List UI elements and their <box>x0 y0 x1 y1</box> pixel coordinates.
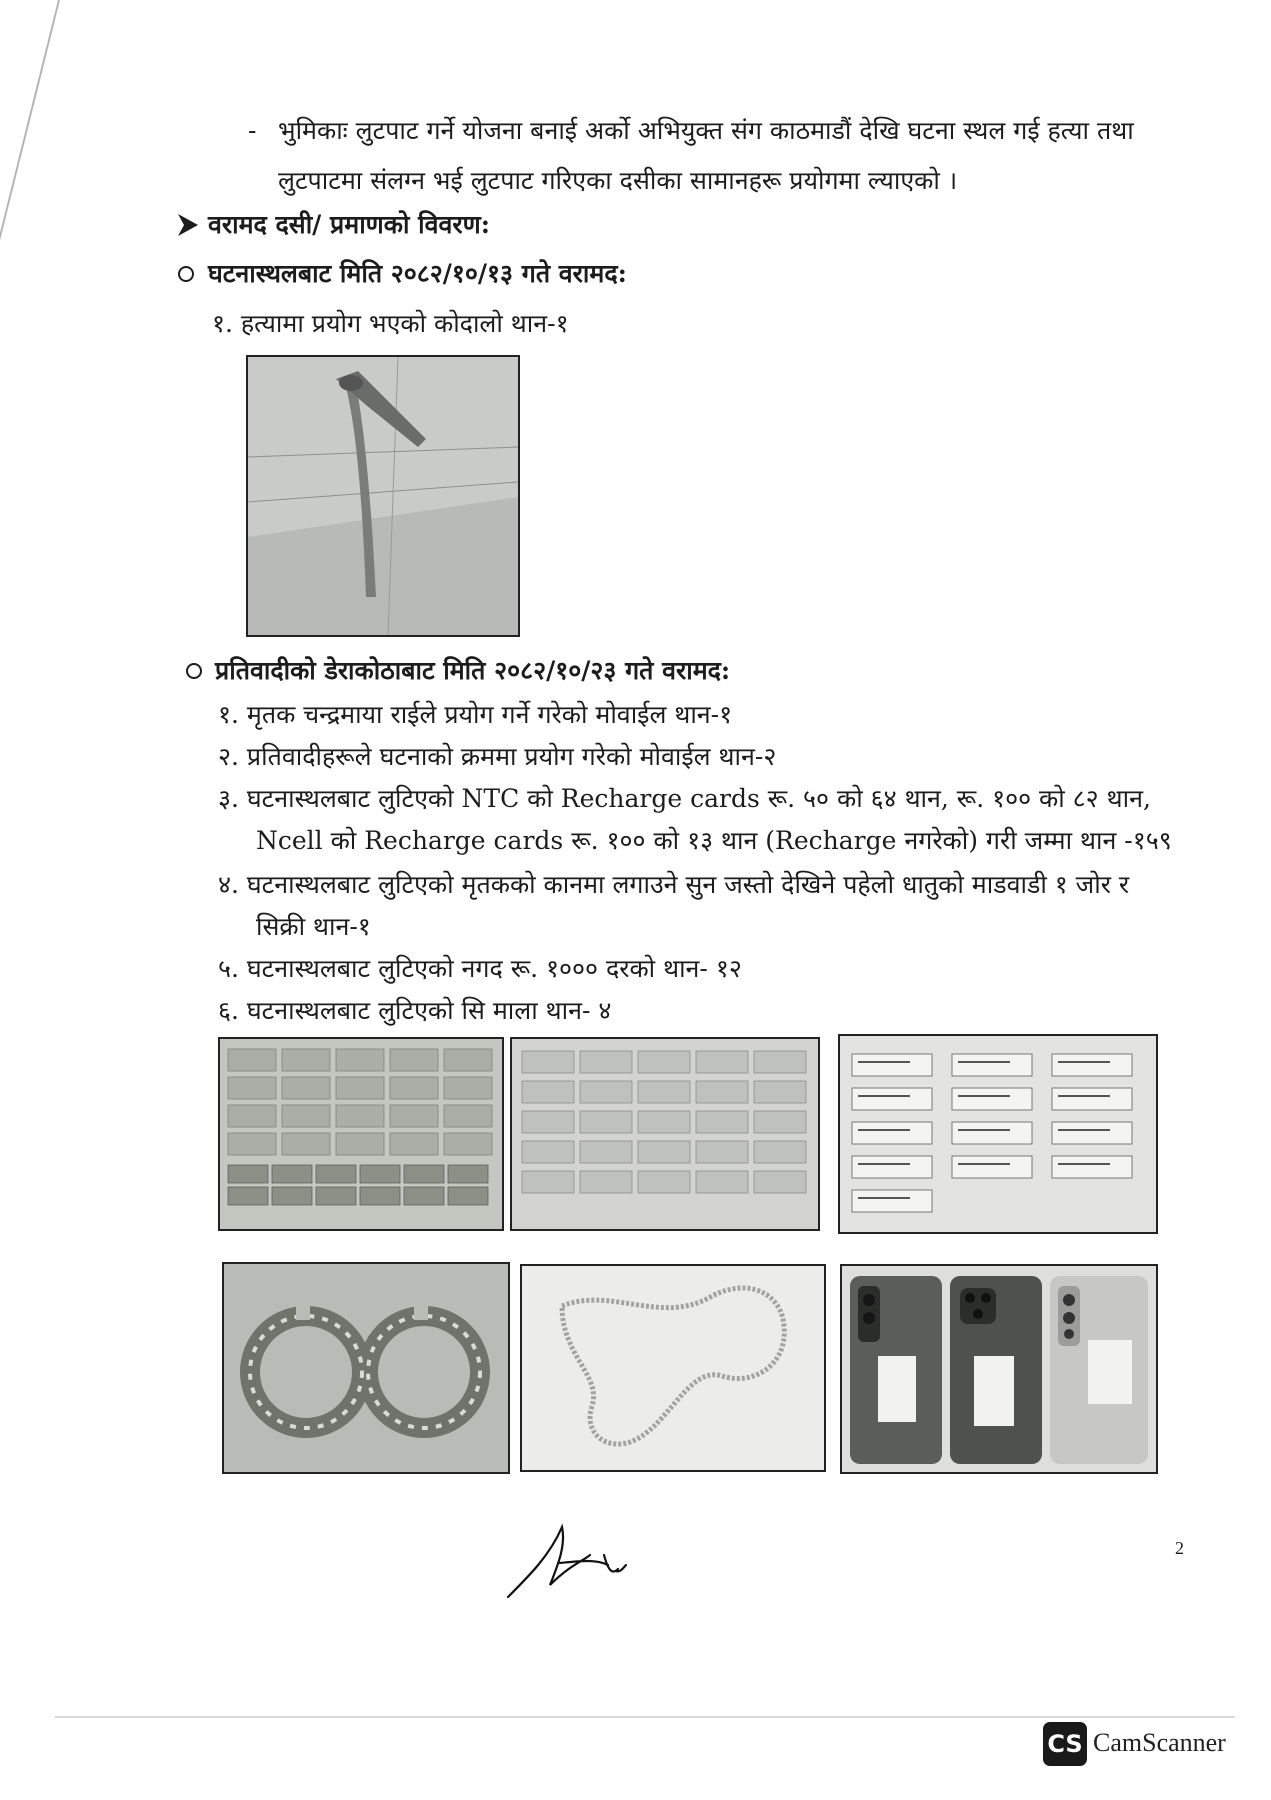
section1-item-1: १. हत्यामा प्रयोग भएको कोदालो थान-१ <box>212 309 569 338</box>
section2-item-1: १. मृतक चन्द्रमाया राईले प्रयोग गर्ने गरेको मोवाईल थान-१ <box>218 700 733 729</box>
section2-item-6: ६. घटनास्थलबाट लुटिएको सि माला थान- ४ <box>218 996 612 1025</box>
camscanner-logo-icon: CS <box>1043 1722 1087 1766</box>
chain-necklace-photo <box>520 1264 826 1472</box>
circle-bullet-icon <box>184 661 204 681</box>
section2-item-4: ४. घटनास्थलबाट लुटिएको मृतकको कानमा लगाउने सुन जस्तो देखिने पहेलो धातुको माडवाडी १ जोर र <box>218 870 1130 899</box>
section2-item-3: ३. घटनास्थलबाट लुटिएको NTC को Recharge cards रू. ५० को ६४ थान, रू. १०० को ८२ थान, <box>218 784 1151 813</box>
mobile-phones-photo <box>840 1264 1158 1474</box>
page-number: 2 <box>1175 1538 1184 1558</box>
role-dash: - <box>248 116 257 145</box>
section2-item-3-cont: Ncell को Recharge cards रू. १०० को १३ थान (Recharge नगरेको) गरी जम्मा थान -१५९ <box>256 826 1172 855</box>
section1-title: घटनास्थलबाट मिति २०८२/१०/१३ गते वरामद: <box>208 259 627 288</box>
recharge-cards-photo-1 <box>218 1037 504 1231</box>
camscanner-label: CamScanner <box>1093 1728 1226 1757</box>
pickaxe-photo <box>246 355 520 637</box>
signature-icon <box>500 1515 630 1605</box>
earrings-photo <box>222 1262 510 1474</box>
circle-bullet-icon <box>176 264 196 284</box>
evidence-heading: वरामद दसी/ प्रमाणको विवरण: <box>208 210 490 239</box>
section2-item-4-cont: सिक्री थान-१ <box>256 912 371 941</box>
arrow-bullet-icon <box>176 212 200 238</box>
role-line-2: लुटपाटमा संलग्न भई लुटपाट गरिएका दसीका सामानहरू प्रयोगमा ल्याएको । <box>278 166 958 195</box>
recharge-cards-photo-3 <box>838 1034 1158 1234</box>
role-line-1: भुमिकाः लुटपाट गर्ने योजना बनाई अर्को अभियुक्त संग काठमाडौं देखि घटना स्थल गई हत्या तथा <box>278 116 1134 145</box>
section2-item-5: ५. घटनास्थलबाट लुटिएको नगद रू. १००० दरको थान- १२ <box>218 954 742 983</box>
scan-shadow-edge <box>0 0 140 300</box>
recharge-cards-photo-2 <box>510 1037 820 1231</box>
scan-bottom-edge <box>55 1716 1235 1718</box>
section2-item-2: २. प्रतिवादीहरूले घटनाको क्रममा प्रयोग गरेको मोवाईल थान-२ <box>218 742 777 771</box>
section2-title: प्रतिवादीको डेराकोठाबाट मिति २०८२/१०/२३ गते वरामद: <box>215 656 731 685</box>
